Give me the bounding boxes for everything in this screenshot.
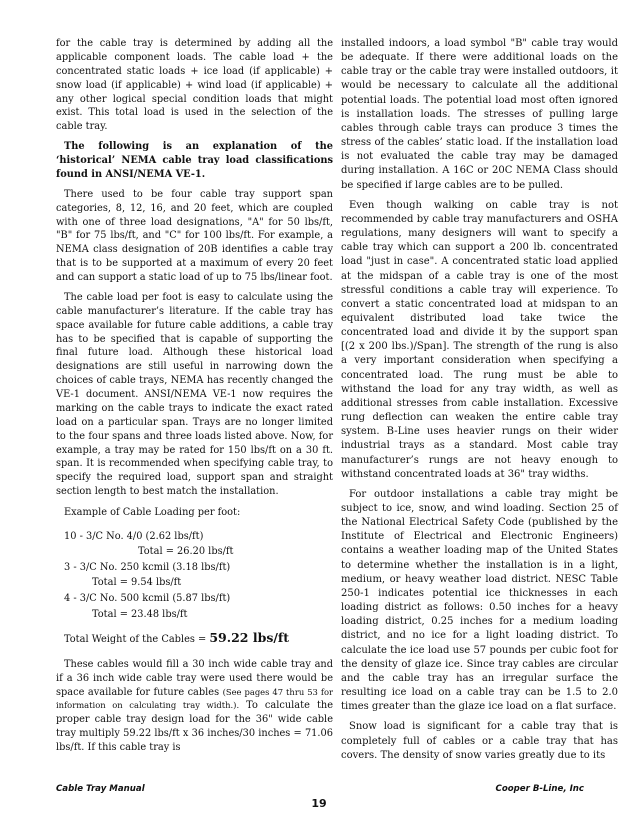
left-paragraph-5	[56, 658, 333, 755]
total-weight-value: 59.22 lbs/ft	[209, 630, 290, 646]
left-paragraph-3: There used to be four cable tray support span categories, 8, 12, 16, and 20 feet, which are coupled with one of three load designations, "A" for 50 lbs/ft, "B" for 75 lbs/ft, and "C" for 100 lbs/ft. For example, a NEMA class designation of 20B identifies a cable tray that is to be supported at a maximum of every 20 feet and can support a static load of up to 75 lbs/linear foot.	[56, 188, 333, 283]
page-number: 19	[311, 797, 327, 810]
example-line-1: 10 - 3/C No. 4/0 (2.62 lbs/ft)	[64, 530, 204, 542]
total-weight-label: Total Weight of the Cables =	[64, 634, 210, 646]
right-paragraph-1: installed indoors, a load symbol "B" cable tray would be adequate. If there were additional loads on the cable tray or the cable tray were installed outdoors, it would be necessary to calculate all the additional potential loads. The potential load most often ignored is installation loads. The stresses of pulling large cables through cable trays can produce 3 times the stress of the cables’ static load. If the installation load is not evaluated the cable tray may be damaged during installation. A 16C or 20C NEMA Class should be specified if large cables are to be pulled.	[341, 38, 618, 191]
example-line-2-total: Total = 9.54 lbs/ft	[92, 577, 182, 589]
example-line-2: 3 - 3/C No. 250 kcmil (3.18 lbs/ft)	[64, 561, 231, 573]
footer-manual-title: Cable Tray Manual	[56, 784, 145, 794]
nema-explanation-heading: The following is an explanation of the ‘historical’ NEMA cable tray load classifications found in ANSI/NEMA VE-1.	[56, 141, 333, 180]
cable-loading-example	[64, 505, 333, 648]
right-paragraph-4: Snow load is significant for a cable tray that is completely full of cables or a cable tray that has covers. The density of snow varies greatly due to its	[341, 721, 618, 761]
right-paragraph-2: Even though walking on cable tray is not recommended by cable tray manufacturers and OSHA regulations, many designers will want to specify a cable tray which can support a 200 lb. concentrated load "just in case". A concentrated static load applied at the midspan of a cable tray is one of the most stressful conditions a cable tray will experience. To convert a static concentrated load at midspan to an equivalent distributed load take twice the concentrated load and divide it by the support span [(2 x 200 lbs.)/Span]. The strength of the rung is also a very important consideration when specifying a concentrated load. The rung must be able to withstand the load for any tray width, as well as additional stresses from cable installation. Excessive rung deflection can weaken the entire cable tray system. B-Line uses heavier rungs on their wider industrial trays as a standard. Most cable tray manufacturer’s rungs are not heavy enough to withstand concentrated loads at 36" tray widths.	[341, 199, 618, 480]
right-paragraph-3: For outdoor installations a cable tray might be subject to ice, snow, and wind loading. Section 25 of the National Electrical Safety Code (published by the Institute of Electrical and Electronic Engineers) contains a weather loading map of the United States to determine whether the installation is in a light, medium, or heavy weather load district. NESC Table 250-1 indicates potential ice thicknesses in each loading district as follows: 0.50 inches for a heavy loading district, 0.25 inches for a medium loading district, and no ice for a light loading district. To calculate the ice load use 57 pounds per cubic foot for the density of glaze ice. Since tray cables are circular and the cable tray has an irregular surface the resulting ice load on a cable tray can be 1.5 to 2.0 times greater than the glaze ice load on a flat surface.	[341, 488, 618, 713]
left-paragraph-1: for the cable tray is determined by adding all the applicable component loads. The cable load + the concentrated static loads + ice load (if applicable) + snow load (if applicable) + wind load (if applicable) + any other logical special condition loads that might exist. This total load is used in the selection of the cable tray.	[56, 38, 333, 133]
example-line-3: 4 - 3/C No. 500 kcmil (5.87 lbs/ft)	[64, 592, 231, 604]
example-heading: Example of Cable Loading per foot:	[64, 507, 241, 518]
example-total-weight	[64, 630, 333, 648]
tray-width-reference: (See pages 47 thru 53 for information on calculating tray width.).	[56, 686, 333, 711]
left-paragraph-5-start: These cables would fill a 30 inch wide cable tray and if a 36 inch wide cable tray were used there would be space available for future cables	[56, 658, 333, 698]
example-line-1-total: Total = 26.20 lbs/ft	[138, 546, 234, 558]
footer-company: Cooper B-Line, Inc	[495, 784, 584, 794]
left-paragraph-4: The cable load per foot is easy to calculate using the cable manufacturer’s literature. If the cable tray has space available for future cable additions, a cable tray has to be specified that is capable of supporting the final future load. Although these historical load designations are still useful in narrowing down the choices of cable trays, NEMA has recently changed the VE-1 document. ANSI/NEMA VE-1 now requires the marking on the cable trays to indicate the exact rated load on a particular span. Trays are no longer limited to the four spans and three loads listed above. Now, for example, a tray may be rated for 150 lbs/ft on a 30 ft. span. It is recommended when specifying cable tray, to specify the required load, support span and straight section length to best match the installation.	[56, 291, 333, 498]
left-column	[56, 37, 333, 761]
left-paragraph-5-end: To calculate the proper cable tray design load for the 36" wide cable tray multiply 59.22 lbs/ft x 36 inches/30 inches = 71.06 lbs/ft. If this cable tray is	[56, 700, 333, 753]
example-line-3-total: Total = 23.48 lbs/ft	[92, 608, 188, 620]
right-column	[341, 37, 618, 769]
